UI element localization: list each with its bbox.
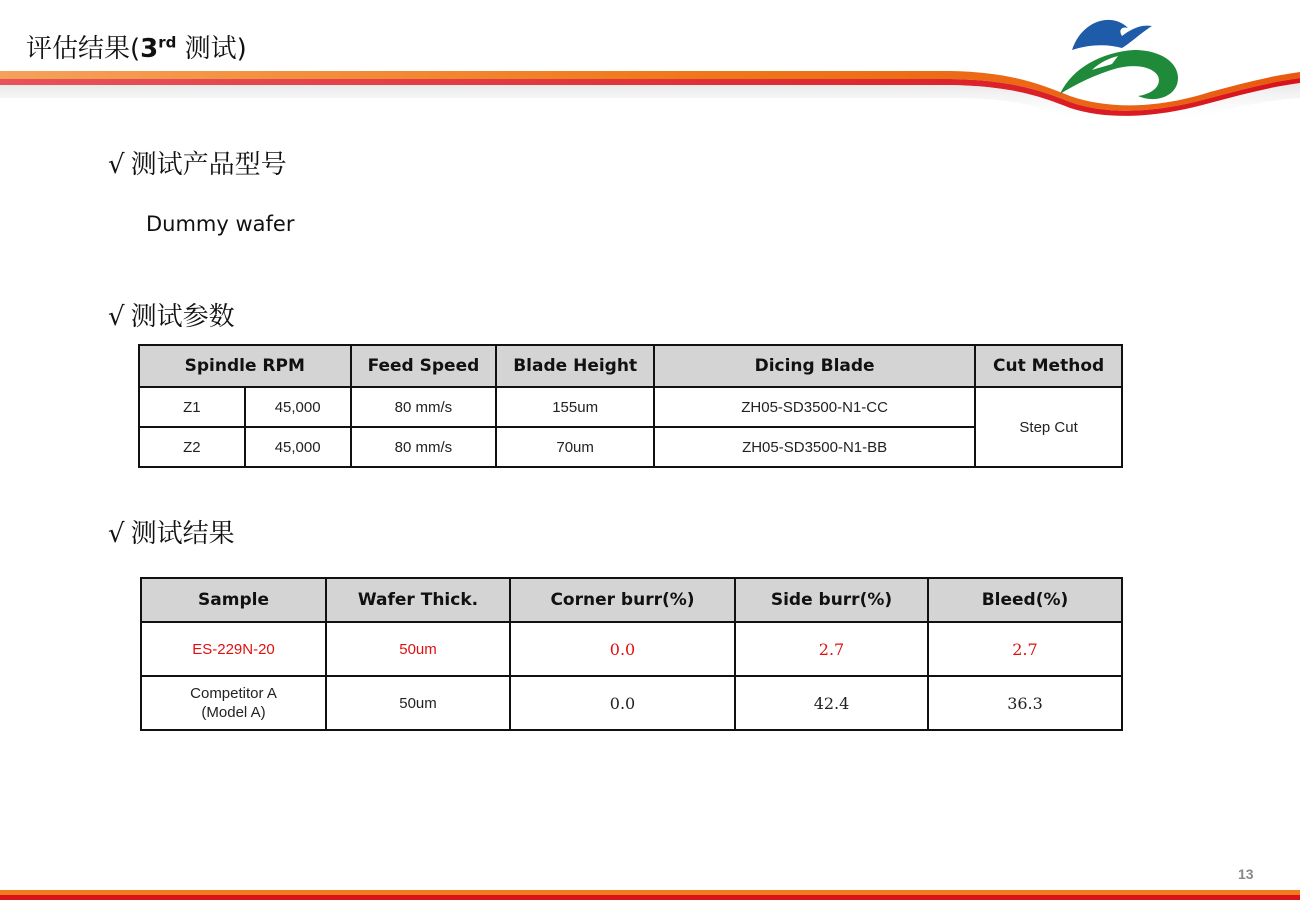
table-cell: 80 mm/s (351, 387, 497, 427)
table-row (141, 622, 1122, 676)
product-model-value: Dummy wafer (146, 212, 295, 236)
section-product-label: 测试产品型号 (130, 150, 287, 180)
header-cell: Feed Speed (351, 345, 497, 387)
section-params-label: 测试参数 (130, 302, 235, 332)
sample-model: (Model A) (201, 704, 266, 721)
table-cell: Z2 (139, 427, 245, 467)
table-cell: 80 mm/s (351, 427, 497, 467)
title-suffix: 测试) (176, 34, 247, 64)
section-params-heading (108, 296, 235, 333)
params-table (138, 344, 1123, 468)
checkmark-icon: √ (108, 519, 125, 549)
side-burr-cell: 42.4 (735, 676, 928, 730)
results-header-row (141, 578, 1122, 622)
header-cell: Bleed(%) (928, 578, 1122, 622)
header-cell: Spindle RPM (139, 345, 351, 387)
table-cell: 45,000 (245, 387, 351, 427)
header-cell: Wafer Thick. (326, 578, 510, 622)
table-row (139, 387, 1122, 427)
checkmark-icon: √ (108, 302, 125, 332)
company-logo-icon (1052, 10, 1184, 106)
title-prefix: 评估结果( (26, 34, 141, 64)
bleed-cell: 36.3 (928, 676, 1122, 730)
header-cell: Dicing Blade (654, 345, 975, 387)
table-cell: ZH05-SD3500-N1-BB (654, 427, 975, 467)
bleed-cell: 2.7 (928, 622, 1122, 676)
table-cell: 70um (496, 427, 654, 467)
table-cell: 155um (496, 387, 654, 427)
table-cell: 45,000 (245, 427, 351, 467)
table-row (139, 427, 1122, 467)
table-row (141, 676, 1122, 730)
page-title (26, 28, 247, 65)
footer-stripe (0, 890, 1300, 900)
thickness-cell: 50um (326, 622, 510, 676)
header-cell: Corner burr(%) (510, 578, 735, 622)
section-results-heading (108, 513, 235, 550)
section-results-label: 测试结果 (130, 519, 235, 549)
results-table (140, 577, 1123, 731)
page-number: 13 (1238, 866, 1254, 882)
corner-burr-cell: 0.0 (510, 622, 735, 676)
header-cell: Sample (141, 578, 326, 622)
table-cell: Z1 (139, 387, 245, 427)
title-superscript: rd (158, 33, 177, 52)
side-burr-cell: 2.7 (735, 622, 928, 676)
corner-burr-cell: 0.0 (510, 676, 735, 730)
checkmark-icon: √ (108, 150, 125, 180)
header-cell: Blade Height (496, 345, 654, 387)
params-header-row (139, 345, 1122, 387)
header-cell: Cut Method (975, 345, 1122, 387)
title-number: 3 (140, 34, 159, 64)
thickness-cell: 50um (326, 676, 510, 730)
table-cell: ZH05-SD3500-N1-CC (654, 387, 975, 427)
sample-name: Competitor A (190, 685, 277, 702)
sample-cell: ES-229N-20 (141, 622, 326, 676)
section-product-heading (108, 144, 287, 181)
sample-cell (141, 676, 326, 730)
cut-method-cell: Step Cut (975, 387, 1122, 467)
header-cell: Side burr(%) (735, 578, 928, 622)
